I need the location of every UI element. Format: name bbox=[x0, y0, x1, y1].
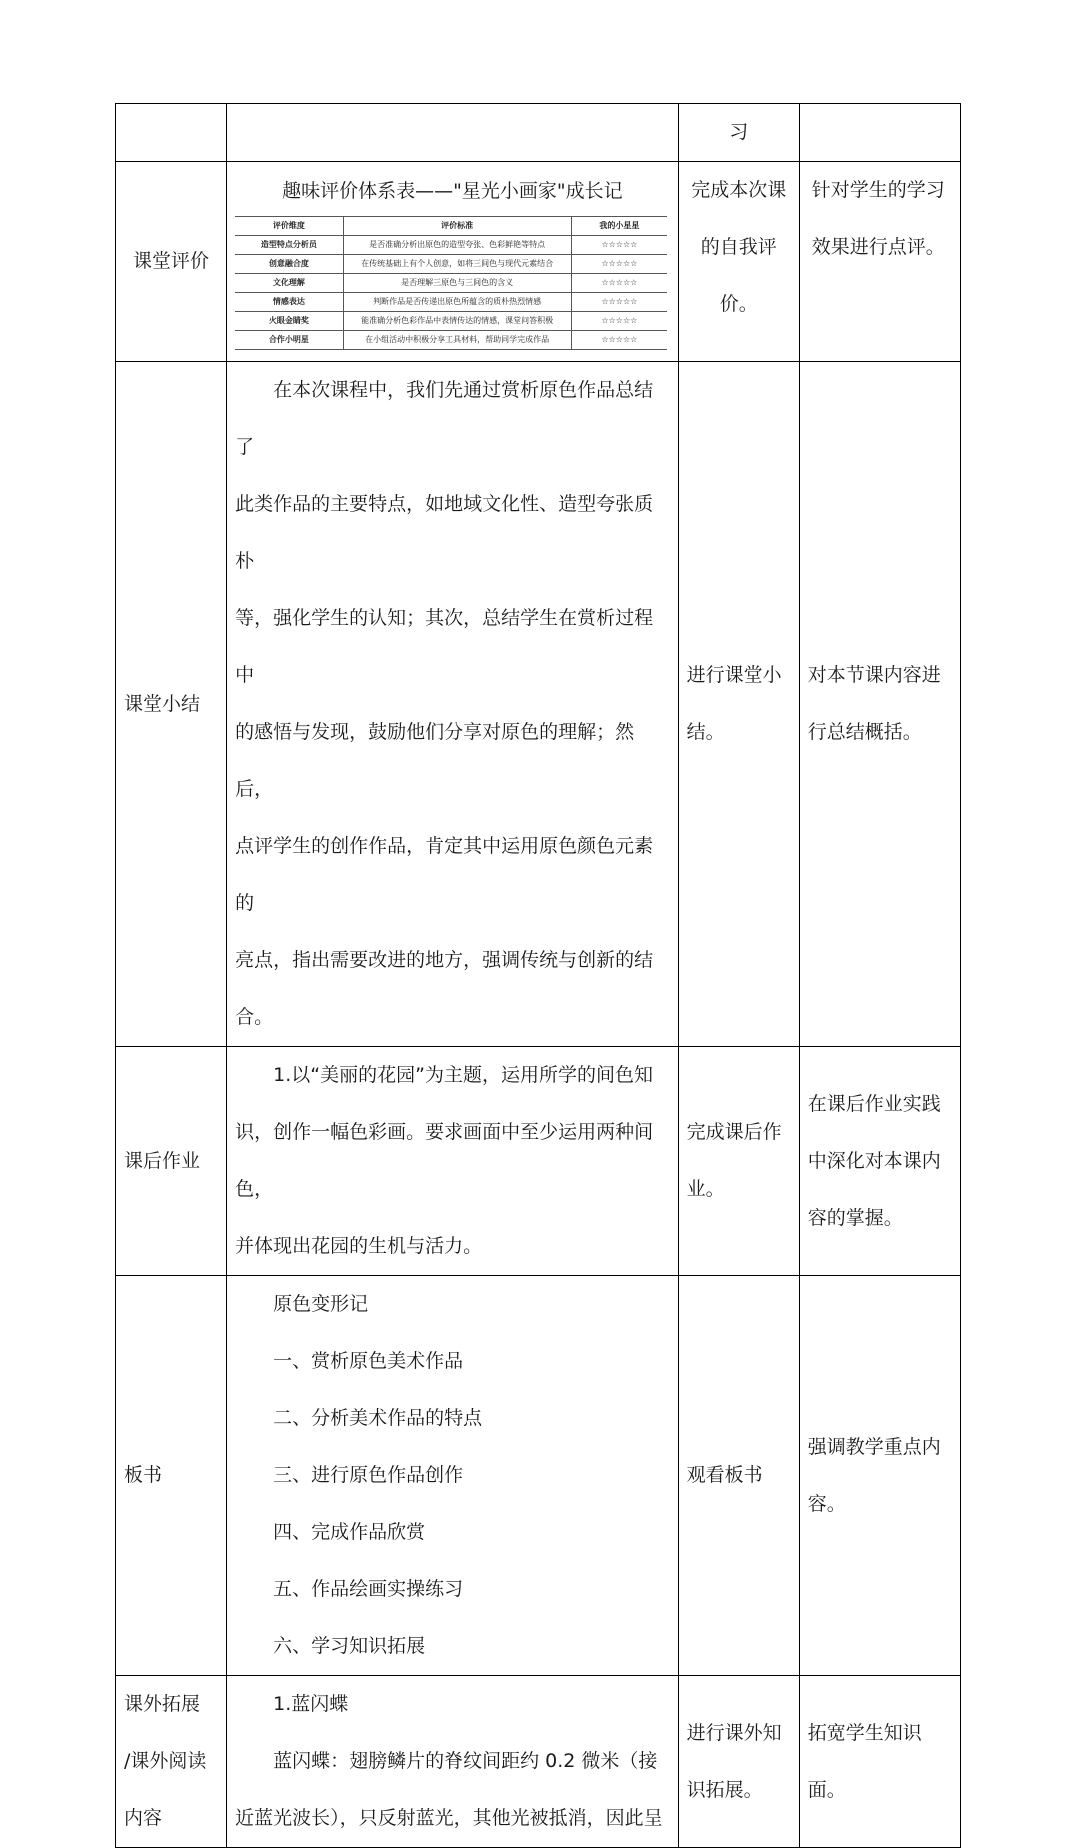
cell-content bbox=[227, 162, 679, 362]
table-row-homework bbox=[116, 1047, 961, 1276]
eval-dimension: 创意融合度 bbox=[235, 255, 343, 274]
evaluation-row bbox=[235, 331, 667, 350]
teacher-intent-line: 容。 bbox=[807, 1492, 846, 1515]
header-stars: 我的小星星 bbox=[571, 217, 667, 236]
content-line: 识，创作一幅色彩画。要求画面中至少运用两种间色， bbox=[235, 1121, 654, 1200]
cell-content bbox=[227, 1676, 679, 1848]
row-label: 课后作业 bbox=[124, 1149, 201, 1172]
cell-student bbox=[678, 1276, 799, 1676]
eval-criteria: 判断作品是否传递出原色所蕴含的质朴热烈情感 bbox=[343, 293, 571, 312]
eval-dimension: 文化理解 bbox=[235, 274, 343, 293]
eval-stars: ☆☆☆☆☆ bbox=[571, 274, 667, 293]
eval-stars: ☆☆☆☆☆ bbox=[571, 255, 667, 274]
cell-student bbox=[678, 162, 799, 362]
student-activity-line: 识拓展。 bbox=[686, 1778, 763, 1801]
cell-student bbox=[678, 1047, 799, 1276]
student-activity-line: 业。 bbox=[686, 1178, 725, 1200]
content-line: 等，强化学生的认知；其次，总结学生在赏析过程中 bbox=[235, 607, 654, 686]
eval-criteria: 在小组活动中积极分享工具材料，帮助同学完成作品 bbox=[343, 331, 571, 350]
evaluation-row bbox=[235, 274, 667, 293]
eval-criteria: 是否准确分析出原色的造型夸张、色彩鲜艳等特点 bbox=[343, 236, 571, 255]
row-label: 课堂小结 bbox=[124, 692, 201, 715]
content-line: 在本次课程中，我们先通过赏析原色作品总结了 bbox=[235, 379, 654, 458]
teacher-intent-line: 效果进行点评。 bbox=[811, 236, 945, 258]
cell-label bbox=[116, 162, 227, 362]
teacher-intent-line: 对本节课内容进 bbox=[807, 664, 941, 686]
cell-teacher bbox=[799, 362, 960, 1047]
teacher-intent-line: 拓宽学生知识 bbox=[807, 1721, 922, 1744]
evaluation-title: 趣味评价体系表——"星光小画家"成长记 bbox=[282, 180, 623, 202]
row-label: 课堂评价 bbox=[133, 250, 210, 272]
evaluation-row bbox=[235, 255, 667, 274]
eval-criteria: 在传统基础上有个人创意，如将三间色与现代元素结合 bbox=[343, 255, 571, 274]
content-line: 的感悟与发现，鼓励他们分享对原色的理解；然后， bbox=[235, 721, 635, 800]
eval-stars: ☆☆☆☆☆ bbox=[571, 293, 667, 312]
evaluation-row bbox=[235, 293, 667, 312]
eval-stars: ☆☆☆☆☆ bbox=[571, 331, 667, 350]
cell-content bbox=[227, 1047, 679, 1276]
eval-dimension: 造型特点分析员 bbox=[235, 236, 343, 255]
evaluation-header-row bbox=[235, 217, 667, 236]
student-activity-line: 完成本次课 bbox=[691, 179, 787, 201]
student-activity-line: 观看板书 bbox=[686, 1464, 763, 1486]
cell-student bbox=[678, 1676, 799, 1848]
board-title: 原色变形记 bbox=[273, 1293, 369, 1315]
content-line: 亮点，指出需要改进的地方，强调传统与创新的结合。 bbox=[235, 949, 654, 1028]
teacher-intent-line: 行总结概括。 bbox=[807, 721, 922, 743]
table-row-board bbox=[116, 1276, 961, 1676]
table-row-extension bbox=[116, 1676, 961, 1848]
lesson-plan-table bbox=[115, 103, 961, 1848]
cell-teacher bbox=[799, 104, 960, 162]
student-activity-line: 进行课堂小 bbox=[686, 664, 782, 686]
cell-student bbox=[678, 362, 799, 1047]
eval-dimension: 火眼金睛奖 bbox=[235, 312, 343, 331]
teacher-intent-line: 容的掌握。 bbox=[807, 1206, 903, 1229]
board-item: 三、进行原色作品创作 bbox=[273, 1464, 464, 1486]
cell-content bbox=[227, 362, 679, 1047]
row-label: 板书 bbox=[124, 1464, 163, 1486]
eval-stars: ☆☆☆☆☆ bbox=[571, 236, 667, 255]
row-label: 内容 bbox=[124, 1807, 163, 1829]
board-item: 一、赏析原色美术作品 bbox=[273, 1350, 464, 1372]
table-row-summary bbox=[116, 362, 961, 1047]
student-activity-line: 的自我评 bbox=[700, 236, 777, 258]
student-activity-line: 进行课外知 bbox=[686, 1721, 782, 1744]
teacher-intent-line: 面。 bbox=[807, 1778, 846, 1801]
teacher-intent-line: 在课后作业实践 bbox=[807, 1092, 941, 1115]
cell-teacher bbox=[799, 162, 960, 362]
header-criteria: 评价标准 bbox=[343, 217, 571, 236]
student-activity-line: 结。 bbox=[686, 721, 725, 743]
top-student-text: 习 bbox=[729, 121, 749, 143]
table-row-evaluation bbox=[116, 162, 961, 362]
board-item: 五、作品绘画实操练习 bbox=[273, 1578, 464, 1600]
eval-dimension: 情感表达 bbox=[235, 293, 343, 312]
student-activity-line: 完成课后作 bbox=[686, 1121, 782, 1143]
cell-label bbox=[116, 1276, 227, 1676]
content-line: 近蓝光波长），只反射蓝光，其他光被抵消，因此呈 bbox=[235, 1807, 663, 1829]
cell-label bbox=[116, 104, 227, 162]
eval-criteria: 是否理解三原色与三间色的含义 bbox=[343, 274, 571, 293]
cell-student bbox=[678, 104, 799, 162]
row-label: /课外阅读 bbox=[124, 1750, 207, 1772]
teacher-intent-line: 中深化对本课内 bbox=[807, 1149, 941, 1172]
cell-label bbox=[116, 1047, 227, 1276]
eval-stars: ☆☆☆☆☆ bbox=[571, 312, 667, 331]
content-line: 此类作品的主要特点，如地域文化性、造型夸张质朴 bbox=[235, 493, 654, 572]
board-item: 四、完成作品欣赏 bbox=[273, 1521, 426, 1543]
content-line: 并体现出花园的生机与活力。 bbox=[235, 1235, 483, 1257]
cell-teacher bbox=[799, 1047, 960, 1276]
board-item: 二、分析美术作品的特点 bbox=[273, 1407, 483, 1429]
content-line: 蓝闪蝶：翅膀鳞片的脊纹间距约 0.2 微米（接 bbox=[273, 1750, 658, 1772]
board-item: 六、学习知识拓展 bbox=[273, 1635, 426, 1657]
cell-content bbox=[227, 1276, 679, 1676]
header-dimension: 评价维度 bbox=[235, 217, 343, 236]
cell-teacher bbox=[799, 1276, 960, 1676]
teacher-intent-line: 强调教学重点内 bbox=[807, 1435, 941, 1458]
evaluation-row bbox=[235, 236, 667, 255]
cell-label bbox=[116, 362, 227, 1047]
student-activity-line: 价。 bbox=[719, 293, 758, 315]
content-line: 1.以“美丽的花园”为主题，运用所学的间色知 bbox=[273, 1064, 653, 1086]
row-label: 课外拓展 bbox=[124, 1693, 201, 1715]
eval-criteria: 能准确分析色彩作品中表情传达的情感，课堂问答积极 bbox=[343, 312, 571, 331]
content-line: 点评学生的创作作品，肯定其中运用原色颜色元素的 bbox=[235, 835, 654, 914]
cell-label bbox=[116, 1676, 227, 1848]
table-row bbox=[116, 104, 961, 162]
evaluation-row bbox=[235, 312, 667, 331]
eval-dimension: 合作小明星 bbox=[235, 331, 343, 350]
cell-teacher bbox=[799, 1676, 960, 1848]
content-line: 1.蓝闪蝶 bbox=[273, 1693, 349, 1715]
teacher-intent-line: 针对学生的学习 bbox=[811, 179, 945, 201]
cell-content bbox=[227, 104, 679, 162]
evaluation-table bbox=[235, 216, 667, 350]
